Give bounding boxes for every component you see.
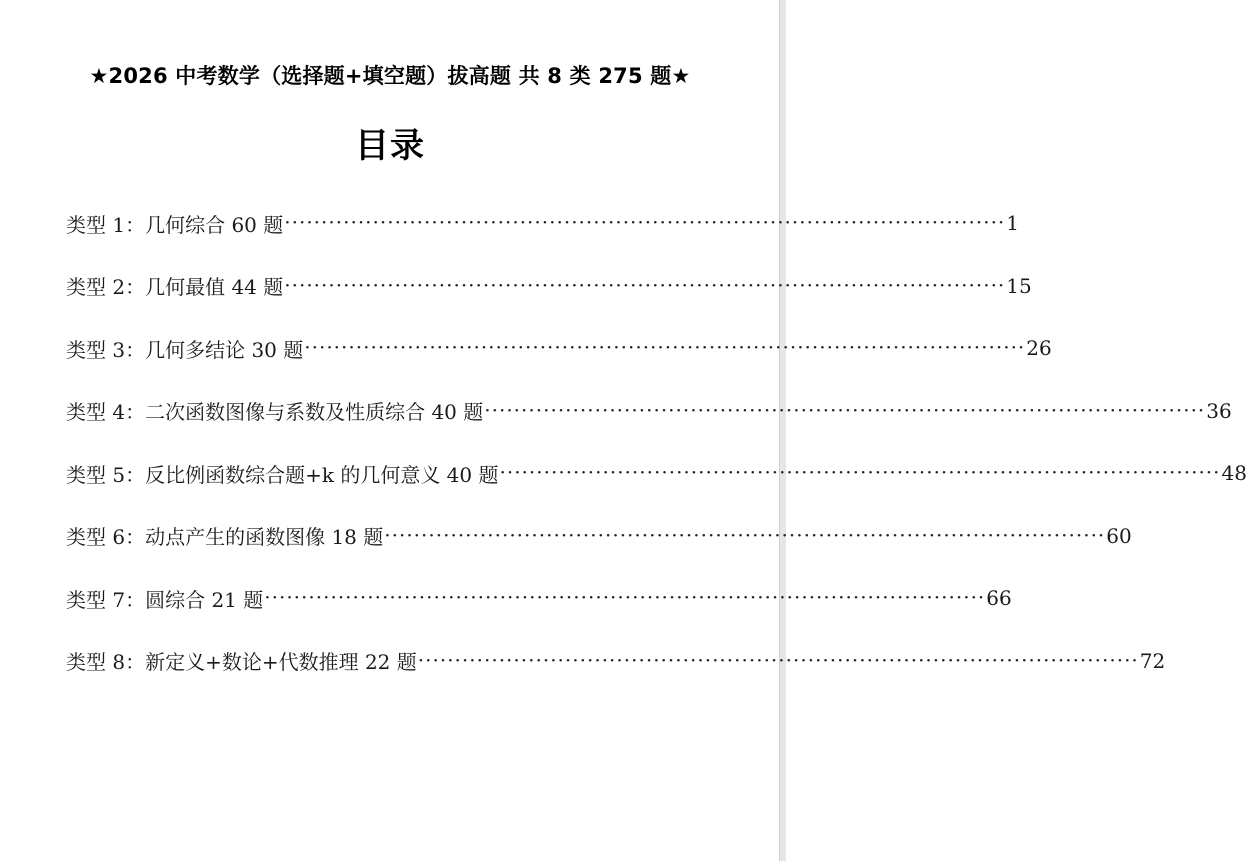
toc-entry-label: 类型 6：动点产生的函数图像 18 题 [66, 525, 384, 550]
dot-leader: ·································································································· [304, 335, 1026, 360]
toc-entry-page-number: 15 [1006, 273, 1032, 298]
toc-entry-label: 类型 4：二次函数图像与系数及性质综合 40 题 [66, 400, 484, 425]
dot-leader: ·································································································· [484, 397, 1206, 422]
toc-entry-3[interactable] [66, 317, 1052, 380]
toc-entry-page-number: 48 [1221, 461, 1247, 486]
toc-entry-label: 类型 3：几何多结论 30 题 [66, 337, 304, 362]
toc-list [66, 192, 1247, 692]
toc-entry-page-number: 36 [1206, 398, 1232, 423]
document-header-title: ★2026 中考数学（选择题+填空题）拔高题 共 8 类 275 题★ [89, 64, 691, 88]
dot-leader: ·································································································· [417, 647, 1139, 672]
dot-leader: ·································································································· [284, 210, 1006, 235]
toc-entry-4[interactable] [66, 380, 1232, 443]
toc-entry-2[interactable] [66, 255, 1032, 318]
toc-entry-1[interactable] [66, 192, 1020, 255]
toc-entry-label: 类型 2：几何最值 44 题 [66, 275, 284, 300]
dot-leader: ·································································································· [499, 460, 1221, 485]
toc-entry-label: 类型 8：新定义+数论+代数推理 22 题 [66, 650, 417, 675]
dot-leader: ·································································································· [384, 522, 1106, 547]
dot-leader: ·································································································· [264, 585, 986, 610]
toc-entry-page-number: 60 [1106, 523, 1132, 548]
toc-entry-7[interactable] [66, 567, 1012, 630]
toc-entry-label: 类型 7：圆综合 21 题 [66, 587, 264, 612]
dot-leader: ·································································································· [284, 272, 1006, 297]
toc-entry-6[interactable] [66, 505, 1132, 568]
toc-heading: 目录 [355, 126, 425, 166]
toc-entry-page-number: 26 [1026, 336, 1052, 361]
toc-entry-label: 类型 1：几何综合 60 题 [66, 212, 284, 237]
toc-entry-label: 类型 5：反比例函数综合题+k 的几何意义 40 题 [66, 462, 499, 487]
toc-entry-5[interactable] [66, 442, 1247, 505]
toc-entry-8[interactable] [66, 630, 1166, 693]
page-edge-scrollbar [779, 0, 786, 861]
toc-entry-page-number: 1 [1006, 211, 1020, 236]
toc-entry-page-number: 72 [1139, 648, 1166, 673]
toc-entry-page-number: 66 [986, 586, 1012, 611]
